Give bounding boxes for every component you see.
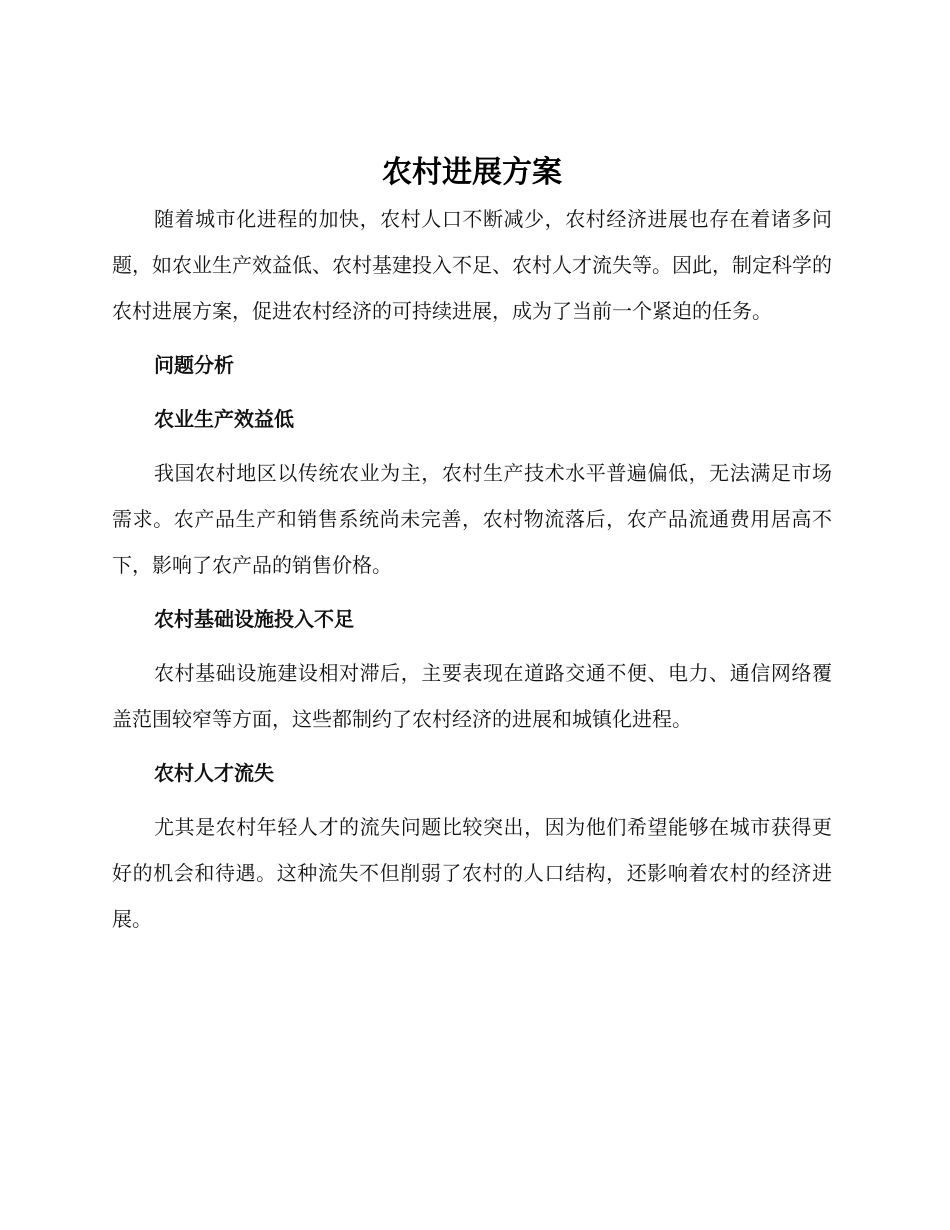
subsection-heading: 农业生产效益低 — [154, 407, 294, 431]
subsection-heading: 农村人才流失 — [154, 761, 274, 785]
subsection-paragraph: 农村基础设施建设相对滞后，主要表现在道路交通不便、电力、通信网络覆盖范围较窄等方面，这些都制约了农村经济的进展和城镇化进程。 — [112, 661, 832, 731]
subsection-heading: 农村基础设施投入不足 — [154, 607, 354, 631]
section-heading: 问题分析 — [154, 353, 234, 377]
document-title: 农村进展方案 — [382, 155, 562, 190]
subsection-paragraph: 我国农村地区以传统农业为主，农村生产技术水平普遍偏低，无法满足市场需求。农产品生产和销售系统尚未完善，农村物流落后，农产品流通费用居高不下，影响了农产品的销售价格。 — [112, 461, 832, 577]
subsection-paragraph: 尤其是农村年轻人才的流失问题比较突出，因为他们希望能够在城市获得更好的机会和待遇。这种流失不但削弱了农村的人口结构，还影响着农村的经济进展。 — [112, 815, 832, 931]
intro-paragraph: 随着城市化进程的加快，农村人口不断减少，农村经济进展也存在着诸多问题，如农业生产效益低、农村基建投入不足、农村人才流失等。因此，制定科学的农村进展方案，促进农村经济的可持续进展，成为了当前一个紧迫的任务。 — [112, 207, 832, 323]
document-content — [112, 150, 832, 942]
